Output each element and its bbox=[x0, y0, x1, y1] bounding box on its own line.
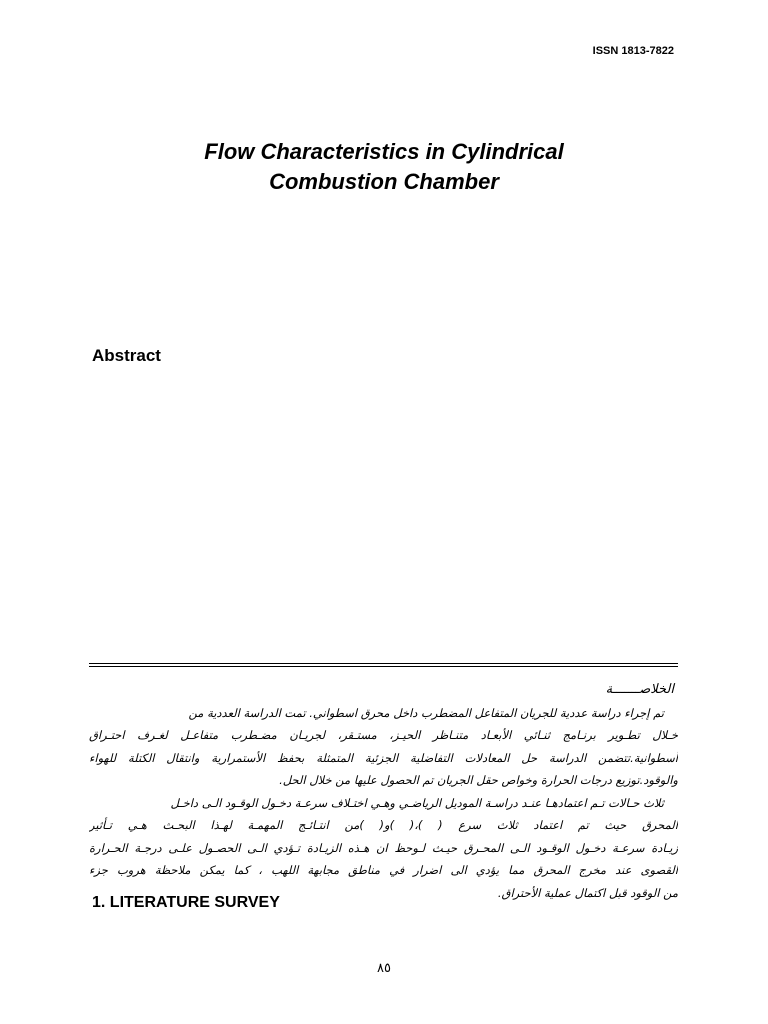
paper-title-line-2: Combustion Chamber bbox=[269, 169, 499, 194]
arabic-abstract-line: تم إجراء دراسة عددية للجريان المتفاعل المضطرب داخل محرق اسطواني. تمت الدراسة العددية من bbox=[188, 705, 664, 720]
arabic-abstract-line: زيـادة سرعـة دخـول الوقـود الـى المحـرق حيـث لـوحظ ان هـذه الزيـادة تـؤدي الـى الحصـول علـى درجـة الحـرارة bbox=[89, 840, 678, 855]
arabic-abstract-line: والوقود.توزيع درجات الحرارة وخواص حقل الجريان تم الحصول عليها من خلال الحل. bbox=[279, 773, 678, 787]
arabic-abstract-line: المحرق حيث تم اعتماد ثلاث سرع ( )،( )و( )من انتـائـج المهمـة لهـذا البحـث هـي تـأثير bbox=[89, 818, 678, 832]
section-heading-literature-survey: 1. LITERATURE SURVEY bbox=[92, 894, 280, 911]
abstract-heading: Abstract bbox=[92, 346, 161, 365]
arabic-abstract-line: أسطوانية.تتضمن الدراسة حل المعادلات التفاضلية الجزئية المتمثلة بحفظ الأستمرارية وانتقال الكتلة للهواء bbox=[89, 750, 678, 765]
arabic-abstract-line: القصوى عند مخرج المحرق مما يؤدي الى اضرار في مناطق مجابهة اللهب ، كما يمكن ملاحظة هروب جزء bbox=[89, 863, 678, 877]
paper-title-line-1: Flow Characteristics in Cylindrical bbox=[204, 139, 564, 164]
page-number: ٨٥ bbox=[377, 961, 391, 976]
arabic-abstract-heading: الخلاصـــــــة bbox=[605, 682, 674, 697]
arabic-abstract bbox=[89, 679, 678, 904]
section-divider-bottom bbox=[89, 666, 678, 667]
paper-title bbox=[90, 137, 678, 197]
arabic-abstract-line: خـلال تطـوير برنـامج ثنـائي الأبعـاد متنـاظر الحيـز، مستـقر، لجريـان مضـطرب متفاعـل لغـرف احتـراق bbox=[89, 728, 678, 742]
issn-label: ISSN 1813-7822 bbox=[592, 45, 674, 57]
section-divider-top bbox=[89, 663, 678, 664]
arabic-abstract-line: ثلاث حـالات تـم اعتمادهـا عنـد دراسـة الموديل الرياضـي وهـي اختـلاف سرعـة دخـول الوقـود الـى داخـل bbox=[170, 795, 664, 810]
arabic-abstract-line: من الوقود قبل اكتمال عملية الأحتراق. bbox=[497, 885, 678, 900]
